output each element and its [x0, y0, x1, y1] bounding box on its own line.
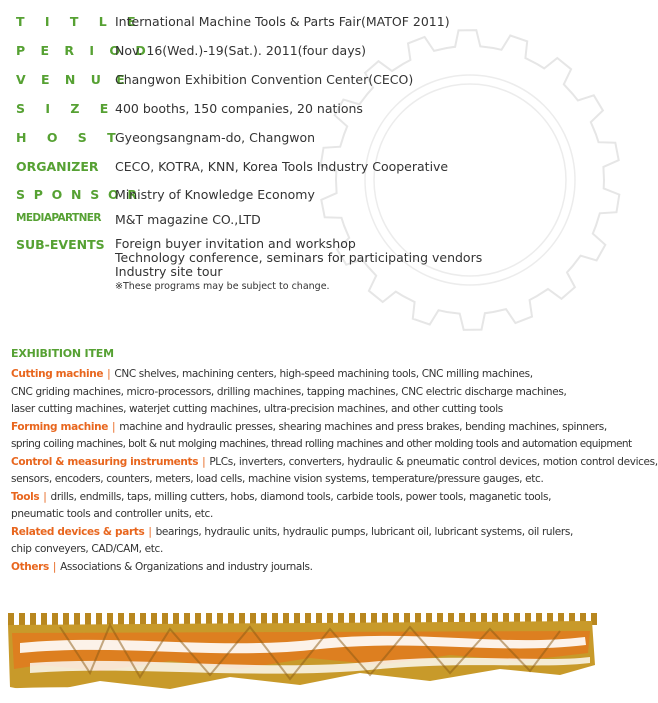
info-value: Changwon Exhibition Convention Center(CECO): [115, 72, 414, 87]
info-value: CECO, KOTRA, KNN, Korea Tools Industry Cooperative: [115, 159, 449, 174]
info-label: S I Z E: [16, 101, 117, 116]
category-name: Tools: [11, 490, 40, 503]
painted-gear-banner: [0, 603, 600, 703]
gear-tooth: [162, 613, 168, 625]
gear-tooth: [261, 613, 267, 625]
category-name: Related devices & parts: [11, 525, 145, 538]
item-line: [11, 366, 600, 384]
info-label: ORGANIZER: [16, 159, 99, 174]
subevent-item: Foreign buyer invitation and workshop: [115, 236, 356, 251]
category-separator: |: [148, 525, 152, 538]
gear-tooth: [217, 613, 223, 625]
gear-tooth: [63, 613, 69, 625]
gear-tooth: [250, 613, 256, 625]
item-line: [11, 419, 607, 437]
item-line: [11, 454, 658, 472]
info-value: Gyeongsangnam-do, Changwon: [115, 130, 316, 145]
category-separator: |: [112, 420, 116, 433]
gear-tooth: [151, 613, 157, 625]
category-name: Control & measuring instruments: [11, 455, 199, 468]
subevents-list: [115, 237, 482, 292]
info-label: S P O N S O R: [16, 187, 140, 202]
category-separator: |: [107, 368, 111, 380]
info-value: 400 booths, 150 companies, 20 nations: [115, 101, 363, 116]
info-label: SUB-EVENTS: [16, 237, 105, 252]
item-text: PLCs, inverters, converters, hydraulic & pneumatic control devices, motion control devices,: [209, 455, 658, 468]
gear-tooth: [30, 613, 36, 625]
category-name: Others: [11, 560, 49, 573]
exhibition-item-heading: EXHIBITION ITEM: [11, 347, 114, 360]
info-label: H O S T: [16, 130, 124, 145]
item-line: [11, 489, 600, 507]
subevent-item: Industry site tour: [115, 264, 223, 279]
gear-tooth: [8, 613, 14, 625]
subevents-note: ※These programs may be subject to change.: [115, 281, 330, 292]
gear-tooth: [129, 613, 135, 625]
subevent-item: Technology conference, seminars for participating vendors: [115, 250, 483, 265]
gear-tooth: [228, 613, 234, 625]
info-label: T I T L E: [16, 14, 144, 29]
item-line: pneumatic tools and controller units, etc.: [11, 508, 213, 520]
gear-tooth: [19, 613, 25, 625]
gear-tooth: [85, 613, 91, 625]
item-text: bearings, hydraulic units, hydraulic pumps, lubricant oil, lubricant systems, oil rulers,: [155, 525, 573, 538]
gear-tooth: [239, 613, 245, 625]
item-line: CNC griding machines, micro-processors, drilling machines, tapping machines, CNC electric discharge machines,: [11, 385, 567, 398]
category-separator: |: [202, 455, 206, 468]
item-text: Associations & Organizations and industry journals.: [60, 560, 313, 573]
item-line: [11, 524, 600, 542]
item-text: machine and hydraulic presses, shearing machines and press brakes, bending machines, spinners,: [119, 420, 607, 433]
info-label: V E N U E: [16, 72, 131, 87]
item-text: CNC shelves, machining centers, high-speed machining tools, CNC milling machines,: [114, 368, 533, 380]
info-value: M&T magazine CO.,LTD: [115, 212, 261, 227]
gear-tooth: [140, 613, 146, 625]
gear-tooth: [118, 613, 124, 625]
gear-tooth: [52, 613, 58, 625]
info-label: P E R I O D: [16, 43, 152, 58]
category-name: Cutting machine: [11, 368, 104, 380]
item-line: sensors, encoders, counters, meters, load cells, machine vision systems, temperature/pressure gauges, etc.: [11, 473, 544, 485]
gear-tooth: [184, 613, 190, 625]
gear-tooth: [195, 613, 201, 625]
gear-tooth: [173, 613, 179, 625]
category-separator: |: [52, 560, 57, 573]
item-line: chip conveyers, CAD/CAM, etc.: [11, 543, 163, 555]
category-name: Forming machine: [11, 420, 108, 433]
gear-tooth: [206, 613, 212, 625]
info-value: Nov. 16(Wed.)-19(Sat.). 2011(four days): [115, 43, 366, 58]
gear-tooth: [74, 613, 80, 625]
exhibition-item-list: [11, 366, 658, 576]
info-value: International Machine Tools & Parts Fair(MATOF 2011): [115, 14, 450, 29]
info-value: Ministry of Knowledge Economy: [115, 187, 315, 202]
item-line: spring coiling machines, bolt & nut molging machines, thread rolling machines and other molding tools and automation equipment: [11, 438, 632, 450]
gear-tooth: [41, 613, 47, 625]
item-text: drills, endmills, taps, milling cutters, hobs, diamond tools, carbide tools, power tools, maganetic tools,: [50, 490, 552, 503]
item-line: [11, 559, 600, 577]
brush-stroke: [0, 685, 600, 703]
item-line: laser cutting machines, waterjet cutting machines, ultra-precision machines, and other cutting tools: [11, 403, 503, 415]
category-separator: |: [43, 490, 47, 503]
info-label: MEDIAPARTNER: [16, 212, 101, 224]
gear-tooth: [96, 613, 102, 625]
